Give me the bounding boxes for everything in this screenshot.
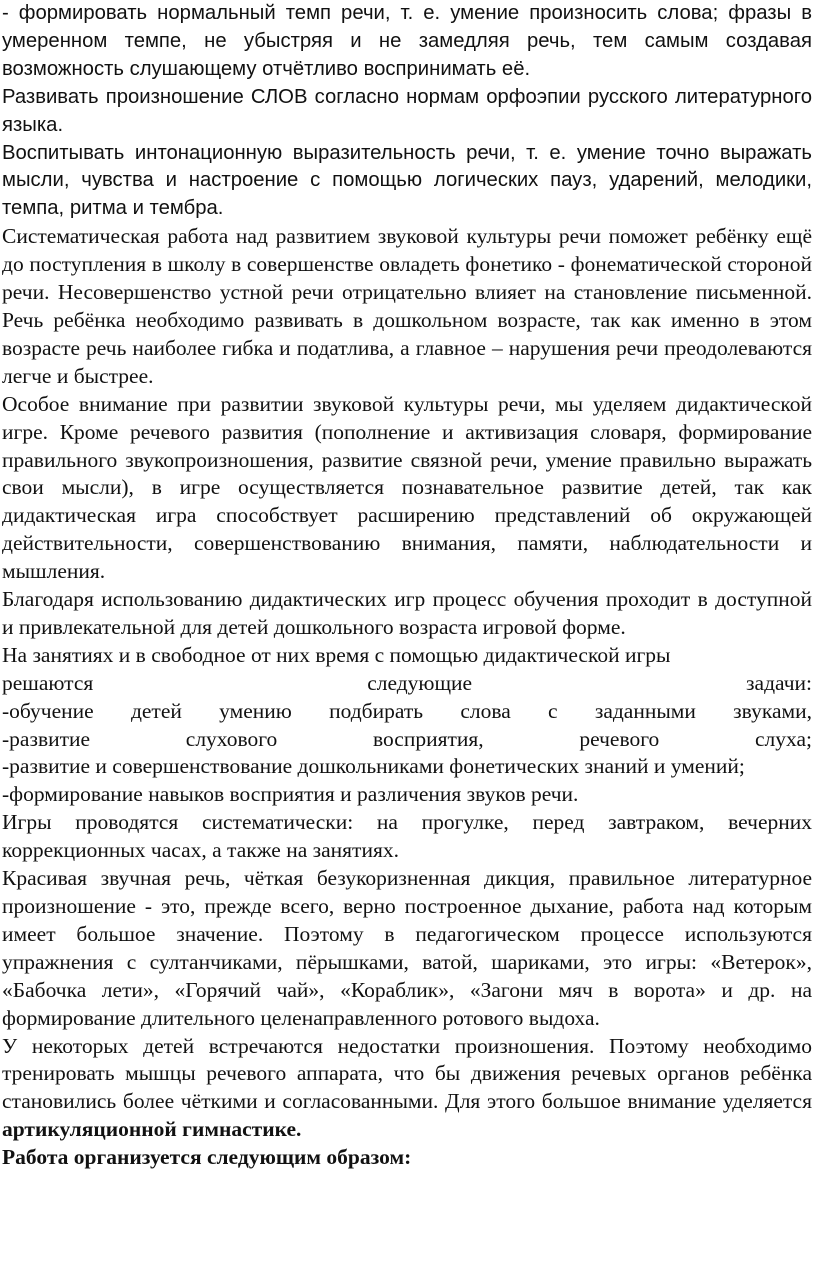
section-heading-organization: Работа организуется следующим образом: [2, 1145, 412, 1170]
paragraph-didactic-game: Особое внимание при развитии звуковой культуры речи, мы уделяем дидактической игре. Кроме речевого развития (пополнение и активизация словаря, формирование правильного звукопроизношения, развитие связной речи, умение правильно выражать свои мысли), в игре осуществляется познавательное развитие детей, так как дидактическая игра способствует расширению представлений об окружающей действительности, совершенствованию внимания, памяти, наблюдательности и мышления. [2, 391, 812, 584]
paragraph-intonation: Воспитывать интонационную выразительность речи, т. е. умение точно выражать мысли, чувства и настроение с помощью логических пауз, ударений, мелодики, темпа, ритма и тембра. [2, 141, 812, 220]
paragraph-systematic-work: Систематическая работа над развитием звуковой культуры речи поможет ребёнку ещё до поступления в школу в совершенстве овладеть фонетико - фонематической стороной речи. Несовершенство устной речи отрицательно влияет на становление письменной. Речь ребёнка необходимо развивать в дошкольном возрасте, так как именно в этом возрасте речь наиболее гибка и податлива, а главное – нарушения речи преодолеваются легче и быстрее. [2, 224, 812, 388]
paragraph-speech-tempo: - формировать нормальный темп речи, т. е. умение произносить слова; фразы в умеренном темпе, не убыстряя и не замедляя речь, тем самым создавая возможность слушающему отчётливо воспринимать её. [2, 2, 812, 80]
articulation-text: У некоторых детей встречаются недостатки произношения. Поэтому необходимо тренировать мышцы речевого аппарата, что бы движения речевых органов ребёнка становились более чёткими и согласованными. Для этого большое внимание уделяется [2, 1033, 812, 1114]
paragraph-breathing: Красивая звучная речь, чёткая безукоризненная дикция, правильное литературное произношение - это, прежде всего, верно построенное дыхание, работа над которым имеет большое значение. Поэтому в педагогическом процессе используются упражнения с султанчиками, пёрышками, ватой, шариками, это игры: «Ветерок», «Бабочка лети», «Горячий чай», «Кораблик», «Загони мяч в ворота» и др. на формирование длительного целенаправленного ротового выдоха. [2, 866, 812, 1030]
task-list-item: -развитие слухового восприятия, речевого слуха; [2, 726, 812, 751]
task-list-item: -развитие и совершенствование дошкольниками фонетических знаний и умений; [2, 754, 745, 779]
tasks-heading-line: решаются следующие задачи: [2, 670, 812, 695]
task-list-item: -формирование навыков восприятия и различения звуков речи. [2, 782, 579, 807]
paragraph-tasks [2, 642, 812, 809]
paragraph-articulation [2, 1033, 812, 1145]
paragraph-pronunciation: Развивать произношение СЛОВ согласно нормам орфоэпии русского литературного языка. [2, 85, 812, 136]
tasks-intro-line: На занятиях и в свободное от них время с помощью дидактической игры [2, 642, 671, 667]
task-list-item: -обучение детей умению подбирать слова с заданными звуками, [2, 698, 812, 723]
articulation-gymnastics-term: артикуляционной гимнастике. [2, 1117, 302, 1142]
paragraph-learning-process: Благодаря использованию дидактических игр процесс обучения проходит в доступной и привлекательной для детей дошкольного возраста игровой форме. [2, 587, 812, 639]
paragraph-games-schedule: Игры проводятся систематически: на прогулке, перед завтраком, вечерних коррекционных часах, а также на занятиях. [2, 810, 812, 863]
